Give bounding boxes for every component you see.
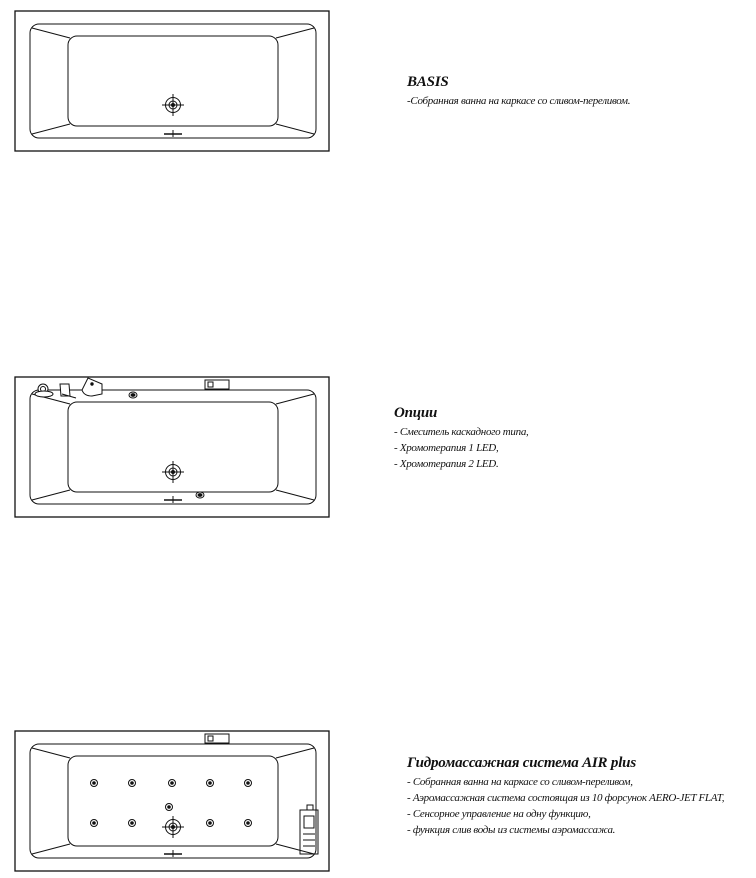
air-jet-icon <box>245 820 252 827</box>
frame <box>15 377 329 517</box>
section-title: Гидромассажная система AIR plus <box>407 755 636 771</box>
faucet-icon <box>35 378 102 398</box>
bathtub-options-diagram <box>14 376 330 518</box>
tub-rim <box>30 744 316 858</box>
list-item: - Смеситель каскадного типа, <box>394 426 529 438</box>
chromotherapy-led-icon <box>196 492 204 498</box>
overflow-icon <box>164 850 182 857</box>
list-item: - Хромотерапия 2 LED. <box>394 458 499 470</box>
section-air-plus <box>407 755 724 838</box>
section-title: Опции <box>394 405 438 421</box>
tub-rim <box>30 390 316 504</box>
air-jet-icon <box>129 780 136 787</box>
air-jet-icon <box>129 820 136 827</box>
air-jet-icon <box>166 804 173 811</box>
air-jet-icon <box>91 820 98 827</box>
air-blower-icon <box>300 805 318 854</box>
list-item: -Собранная ванна на каркасе со сливом-переливом. <box>407 95 631 107</box>
air-jet-icon <box>245 780 252 787</box>
list-item: - Сенсорное управление на одну функцию, <box>407 808 591 820</box>
list-item: - Аэромассажная система состоящая из 10 форсунок AERO-JET FLAT, <box>407 792 725 804</box>
frame <box>15 11 329 151</box>
list-item: - функция слив воды из системы аэромассажа. <box>407 824 616 836</box>
drain-icon <box>162 94 184 116</box>
section-basis <box>407 74 630 109</box>
overflow-icon <box>164 496 182 503</box>
section-options <box>394 405 528 472</box>
air-jet-icon <box>169 780 176 787</box>
overflow-icon <box>164 130 182 137</box>
drain-icon <box>162 461 184 483</box>
bathtub-basis-diagram <box>14 10 330 152</box>
drain-icon <box>162 816 184 838</box>
list-item: - Хромотерапия 1 LED, <box>394 442 499 454</box>
section-title: BASIS <box>407 74 449 90</box>
list-item: - Собранная ванна на каркасе со сливом-переливом, <box>407 776 633 788</box>
control-panel-icon <box>205 734 229 743</box>
bathtub-air-plus-diagram <box>14 730 330 872</box>
tub-rim <box>30 24 316 138</box>
chromotherapy-led-icon <box>129 392 137 398</box>
frame <box>15 731 329 871</box>
air-jet-icon <box>207 820 214 827</box>
air-jet-icon <box>207 780 214 787</box>
air-jet-icon <box>91 780 98 787</box>
control-panel-icon <box>205 380 229 389</box>
